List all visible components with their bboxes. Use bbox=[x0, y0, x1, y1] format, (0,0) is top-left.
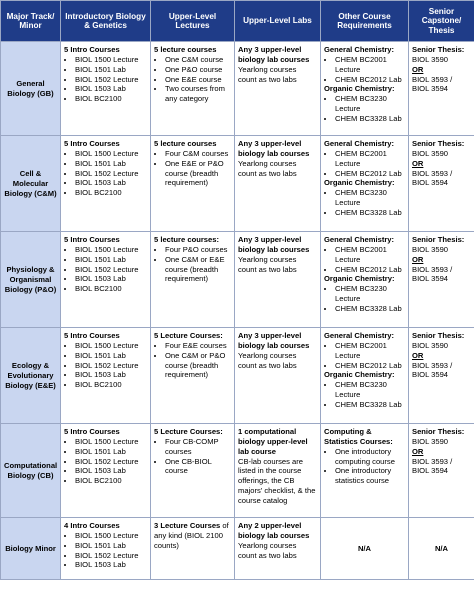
other-cell bbox=[321, 328, 409, 424]
list-item: • BIOL 1501 Lab bbox=[75, 159, 147, 169]
senior-cell bbox=[409, 136, 474, 232]
intro-cell bbox=[61, 136, 151, 232]
table-row bbox=[1, 136, 474, 232]
labs-text: Yearlong courses count as two labs bbox=[238, 350, 297, 370]
list-item: • BIOL 1500 Lecture bbox=[75, 437, 147, 447]
list-item: • BIOL 1500 Lecture bbox=[75, 55, 147, 65]
other-head: Organic Chemistry: bbox=[324, 178, 395, 188]
lectures-head: 5 lecture courses: bbox=[154, 235, 219, 244]
other-list bbox=[324, 149, 405, 179]
list-item: • One CB-BIOL course bbox=[165, 457, 231, 477]
list-item: • Four CB-COMP courses bbox=[165, 437, 231, 457]
intro-head: 5 Intro Courses bbox=[64, 139, 120, 148]
list-item: • CHEM BC2001 Lecture bbox=[335, 55, 405, 75]
track-name: Cell & Molecular Biology (C&M) bbox=[1, 136, 61, 232]
list-item: • CHEM BC2012 Lab bbox=[335, 169, 405, 179]
list-item: • BIOL 1502 Lecture bbox=[75, 75, 147, 85]
list-item: • BIOL BC2100 bbox=[75, 380, 147, 390]
senior-cell bbox=[409, 328, 474, 424]
lectures-cell bbox=[151, 232, 235, 328]
lectures-head: 5 Lecture Courses: bbox=[154, 427, 223, 436]
list-item: • CHEM BC2001 Lecture bbox=[335, 149, 405, 169]
other-list bbox=[324, 188, 405, 218]
other-head: General Chemistry: bbox=[324, 45, 395, 54]
lectures-cell bbox=[151, 42, 235, 136]
list-item: • BIOL 1502 Lecture bbox=[75, 361, 147, 371]
track-name: Biology Minor bbox=[1, 518, 61, 580]
intro-list bbox=[64, 437, 147, 486]
senior-or: OR bbox=[412, 64, 424, 74]
labs-head: Any 2 upper-level biology lab courses bbox=[238, 521, 310, 540]
list-item: • BIOL 1502 Lecture bbox=[75, 265, 147, 275]
list-item: • CHEM BC3230 Lecture bbox=[335, 188, 405, 208]
labs-cell bbox=[235, 424, 321, 518]
list-item: • Two courses from any category bbox=[165, 84, 231, 104]
intro-head: 5 Intro Courses bbox=[64, 331, 120, 340]
table-row bbox=[1, 232, 474, 328]
intro-list bbox=[64, 245, 147, 294]
other-list bbox=[324, 245, 405, 275]
list-item: • One C&M course bbox=[165, 55, 231, 65]
header-other: Other Course Requirements bbox=[321, 1, 409, 42]
list-item: • BIOL 1501 Lab bbox=[75, 65, 147, 75]
table-row bbox=[1, 42, 474, 136]
other-cell bbox=[321, 136, 409, 232]
track-name: Computational Biology (CB) bbox=[1, 424, 61, 518]
list-item: • BIOL 1501 Lab bbox=[75, 351, 147, 361]
list-item: • CHEM BC2001 Lecture bbox=[335, 341, 405, 361]
intro-list bbox=[64, 341, 147, 390]
intro-list bbox=[64, 149, 147, 198]
labs-head: Any 3 upper-level biology lab courses bbox=[238, 45, 310, 64]
list-item: • BIOL BC2100 bbox=[75, 476, 147, 486]
list-item: • CHEM BC3328 Lab bbox=[335, 304, 405, 314]
senior-head: Senior Thesis: bbox=[412, 331, 465, 340]
senior-or: OR bbox=[412, 446, 424, 456]
labs-text: Yearlong courses count as two labs bbox=[238, 64, 297, 84]
senior-head: Senior Thesis: bbox=[412, 235, 465, 244]
intro-cell bbox=[61, 328, 151, 424]
lectures-text: of any kind (BIOL 2100 counts) bbox=[154, 521, 229, 550]
labs-cell bbox=[235, 232, 321, 328]
other-head: General Chemistry: bbox=[324, 331, 395, 340]
other-list bbox=[324, 55, 405, 85]
labs-cell bbox=[235, 328, 321, 424]
list-item: • One introductory statistics course bbox=[335, 466, 405, 486]
lectures-head: 5 lecture courses bbox=[154, 139, 217, 148]
other-list bbox=[324, 284, 405, 314]
senior-line2: BIOL 3593 / BIOL 3594 bbox=[412, 360, 453, 380]
list-item: • BIOL 1503 Lab bbox=[75, 84, 147, 94]
senior-line2: BIOL 3593 / BIOL 3594 bbox=[412, 264, 453, 284]
table-row bbox=[1, 328, 474, 424]
list-item: • One E&E course bbox=[165, 75, 231, 85]
lectures-head: 5 Lecture Courses: bbox=[154, 331, 223, 340]
list-item: • CHEM BC3230 Lecture bbox=[335, 380, 405, 400]
other-na: N/A bbox=[321, 518, 409, 580]
senior-line1: BIOL 3590 bbox=[412, 54, 449, 64]
list-item: • BIOL 1502 Lecture bbox=[75, 551, 147, 561]
list-item: • One E&E or P&O course (breadth requirement) bbox=[165, 159, 231, 189]
other-head: Organic Chemistry: bbox=[324, 274, 395, 284]
lectures-head: 5 lecture courses bbox=[154, 45, 217, 54]
list-item: • CHEM BC3328 Lab bbox=[335, 400, 405, 410]
labs-head: Any 3 upper-level biology lab courses bbox=[238, 331, 310, 350]
table-row bbox=[1, 518, 474, 580]
list-item: • BIOL 1500 Lecture bbox=[75, 341, 147, 351]
intro-list bbox=[64, 531, 147, 570]
lectures-head: 3 Lecture Courses bbox=[154, 521, 221, 530]
senior-line1: BIOL 3590 bbox=[412, 340, 449, 350]
intro-cell bbox=[61, 424, 151, 518]
list-item: • BIOL 1502 Lecture bbox=[75, 169, 147, 179]
intro-cell bbox=[61, 42, 151, 136]
track-name: General Biology (GB) bbox=[1, 42, 61, 136]
senior-or: OR bbox=[412, 254, 424, 264]
table-row bbox=[1, 424, 474, 518]
header-lectures: Upper-Level Lectures bbox=[151, 1, 235, 42]
lectures-list bbox=[154, 149, 231, 188]
other-list bbox=[324, 94, 405, 124]
list-item: • BIOL 1503 Lab bbox=[75, 560, 147, 570]
senior-cell bbox=[409, 232, 474, 328]
other-cell bbox=[321, 232, 409, 328]
intro-cell bbox=[61, 518, 151, 580]
list-item: • Four C&M courses bbox=[165, 149, 231, 159]
lectures-cell bbox=[151, 518, 235, 580]
other-head: Organic Chemistry: bbox=[324, 84, 395, 94]
intro-cell bbox=[61, 232, 151, 328]
list-item: • BIOL 1501 Lab bbox=[75, 255, 147, 265]
list-item: • Four P&O courses bbox=[165, 245, 231, 255]
list-item: • One C&M or P&O course (breadth requirement) bbox=[165, 351, 231, 381]
list-item: • BIOL BC2100 bbox=[75, 284, 147, 294]
intro-head: 5 Intro Courses bbox=[64, 235, 120, 244]
other-list bbox=[324, 447, 405, 486]
list-item: • BIOL 1503 Lab bbox=[75, 178, 147, 188]
other-list bbox=[324, 341, 405, 371]
senior-cell bbox=[409, 424, 474, 518]
other-head: General Chemistry: bbox=[324, 235, 395, 244]
other-head: Computing & Statistics Courses: bbox=[324, 427, 393, 446]
lectures-list bbox=[154, 245, 231, 284]
lectures-cell bbox=[151, 328, 235, 424]
labs-head: 1 computational biology upper-level lab course bbox=[238, 427, 308, 456]
list-item: • One introductory computing course bbox=[335, 447, 405, 467]
list-item: • BIOL 1500 Lecture bbox=[75, 531, 147, 541]
senior-head: Senior Thesis: bbox=[412, 427, 465, 436]
labs-text: Yearlong courses count as two labs bbox=[238, 540, 297, 560]
labs-cell bbox=[235, 136, 321, 232]
list-item: • CHEM BC3328 Lab bbox=[335, 114, 405, 124]
labs-text: CB-lab courses are listed in the course offerings, the CB majors' checklist, & the course catalog bbox=[238, 456, 316, 506]
other-list bbox=[324, 380, 405, 410]
header-track: Major Track/ Minor bbox=[1, 1, 61, 42]
senior-line2: BIOL 3593 / BIOL 3594 bbox=[412, 74, 453, 94]
senior-line2: BIOL 3593 / BIOL 3594 bbox=[412, 456, 453, 476]
list-item: • CHEM BC3328 Lab bbox=[335, 208, 405, 218]
list-item: • CHEM BC3230 Lecture bbox=[335, 284, 405, 304]
list-item: • BIOL 1503 Lab bbox=[75, 274, 147, 284]
senior-head: Senior Thesis: bbox=[412, 45, 465, 54]
lectures-list bbox=[154, 437, 231, 476]
labs-head: Any 3 upper-level biology lab courses bbox=[238, 139, 310, 158]
senior-na: N/A bbox=[409, 518, 474, 580]
list-item: • BIOL 1500 Lecture bbox=[75, 149, 147, 159]
list-item: • BIOL 1501 Lab bbox=[75, 447, 147, 457]
other-cell bbox=[321, 424, 409, 518]
list-item: • BIOL 1503 Lab bbox=[75, 466, 147, 476]
intro-list bbox=[64, 55, 147, 104]
senior-line1: BIOL 3590 bbox=[412, 244, 449, 254]
header-senior: Senior Capstone/ Thesis bbox=[409, 1, 474, 42]
senior-line2: BIOL 3593 / BIOL 3594 bbox=[412, 168, 453, 188]
labs-cell bbox=[235, 42, 321, 136]
list-item: • CHEM BC2012 Lab bbox=[335, 265, 405, 275]
intro-head: 5 Intro Courses bbox=[64, 427, 120, 436]
list-item: • Four E&E courses bbox=[165, 341, 231, 351]
list-item: • BIOL BC2100 bbox=[75, 188, 147, 198]
senior-line1: BIOL 3590 bbox=[412, 148, 449, 158]
intro-head: 5 Intro Courses bbox=[64, 45, 120, 54]
header-row bbox=[1, 1, 474, 42]
labs-text: Yearlong courses count as two labs bbox=[238, 158, 297, 178]
list-item: • CHEM BC2012 Lab bbox=[335, 361, 405, 371]
track-name: Ecology & Evolutionary Biology (E&E) bbox=[1, 328, 61, 424]
other-head: Organic Chemistry: bbox=[324, 370, 395, 380]
senior-line1: BIOL 3590 bbox=[412, 436, 449, 446]
track-name: Physiology & Organismal Biology (P&O) bbox=[1, 232, 61, 328]
list-item: • BIOL 1500 Lecture bbox=[75, 245, 147, 255]
labs-cell bbox=[235, 518, 321, 580]
lectures-list bbox=[154, 55, 231, 104]
senior-or: OR bbox=[412, 158, 424, 168]
list-item: • One P&O course bbox=[165, 65, 231, 75]
list-item: • BIOL 1501 Lab bbox=[75, 541, 147, 551]
lectures-cell bbox=[151, 424, 235, 518]
intro-head: 4 Intro Courses bbox=[64, 521, 120, 530]
list-item: • One C&M or E&E course (breadth requirement) bbox=[165, 255, 231, 285]
list-item: • CHEM BC2001 Lecture bbox=[335, 245, 405, 265]
header-intro: Introductory Biology & Genetics bbox=[61, 1, 151, 42]
senior-cell bbox=[409, 42, 474, 136]
labs-head: Any 3 upper-level biology lab courses bbox=[238, 235, 310, 254]
list-item: • BIOL 1502 Lecture bbox=[75, 457, 147, 467]
list-item: • BIOL 1503 Lab bbox=[75, 370, 147, 380]
list-item: • CHEM BC2012 Lab bbox=[335, 75, 405, 85]
lectures-list bbox=[154, 341, 231, 380]
senior-head: Senior Thesis: bbox=[412, 139, 465, 148]
other-head: General Chemistry: bbox=[324, 139, 395, 148]
lectures-cell bbox=[151, 136, 235, 232]
labs-text: Yearlong courses count as two labs bbox=[238, 254, 297, 274]
list-item: • BIOL BC2100 bbox=[75, 94, 147, 104]
other-cell bbox=[321, 42, 409, 136]
list-item: • CHEM BC3230 Lecture bbox=[335, 94, 405, 114]
header-labs: Upper-Level Labs bbox=[235, 1, 321, 42]
senior-or: OR bbox=[412, 350, 424, 360]
